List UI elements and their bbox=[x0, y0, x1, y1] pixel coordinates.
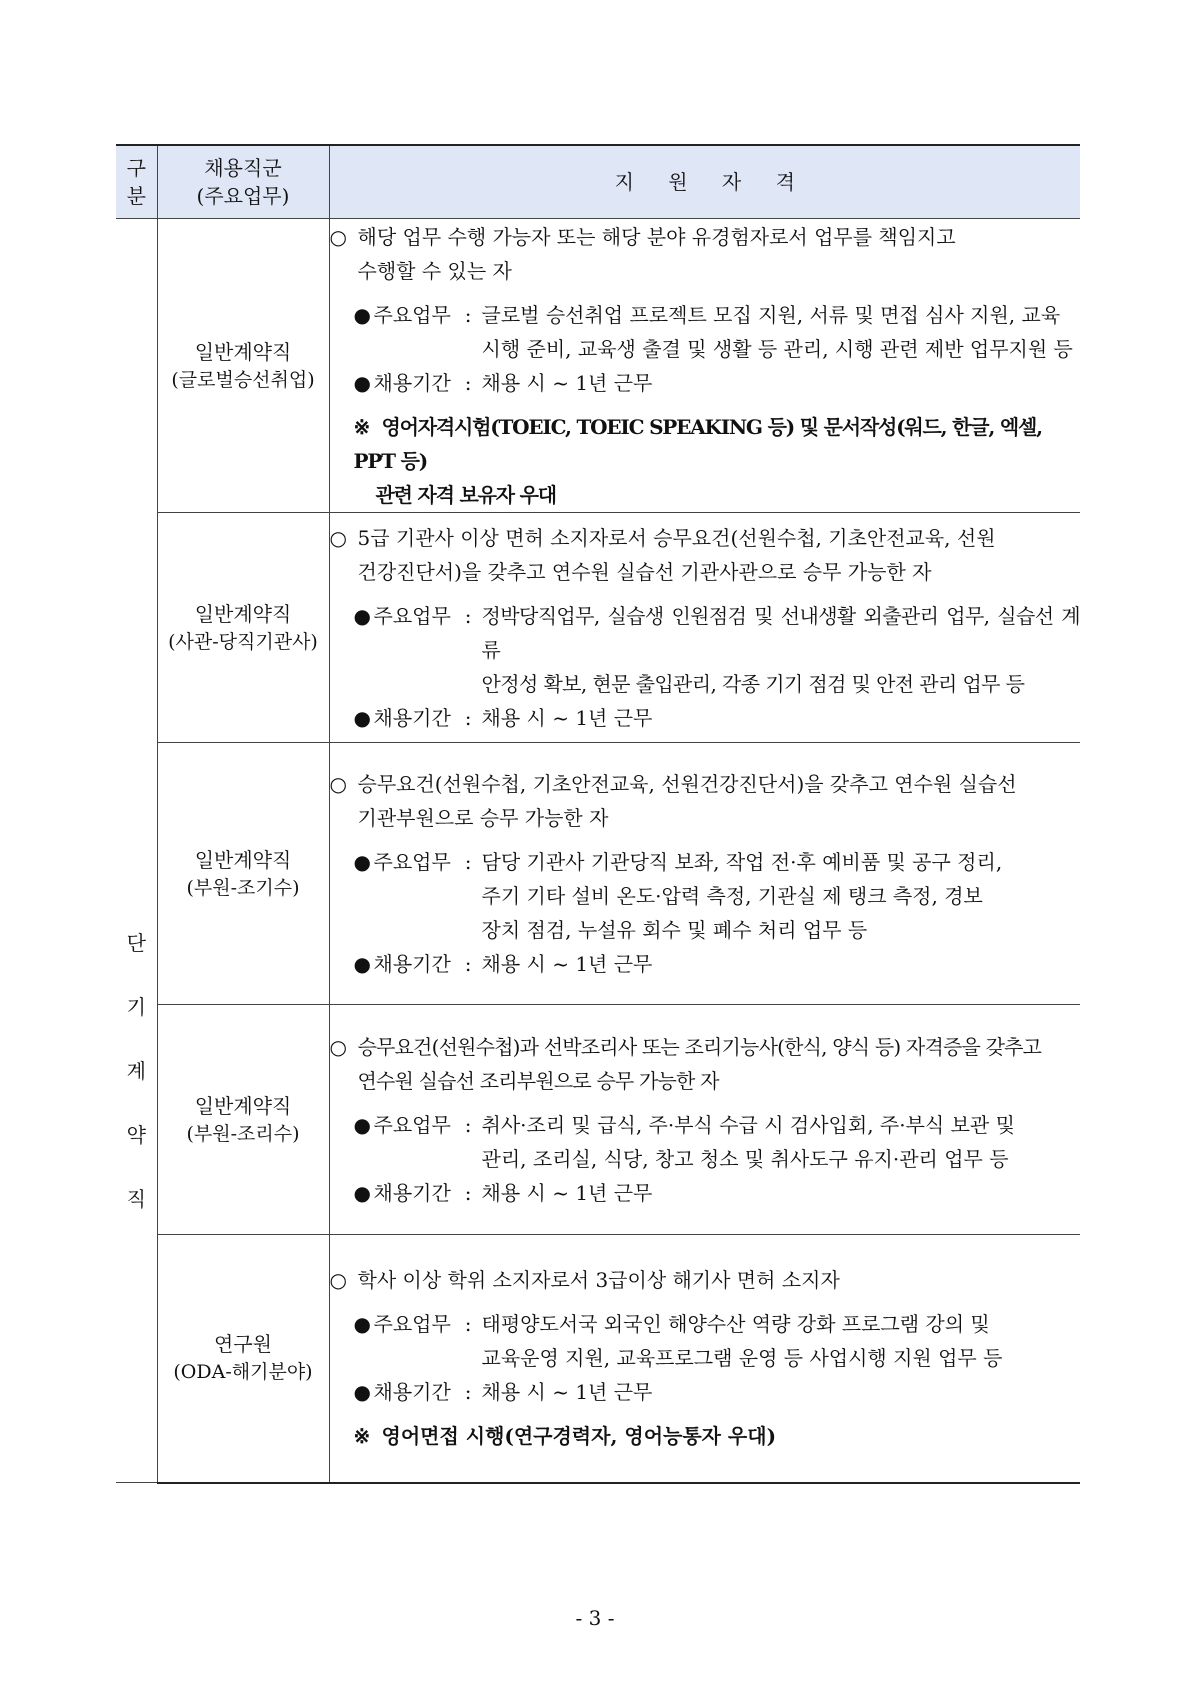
qualification-text: 건강진단서)을 갖추고 연수원 실습선 기관사관으로 승무 가능한 자 bbox=[357, 559, 932, 584]
qualification-text: 학사 이상 학위 소지자로서 3급이상 해기사 면허 소지자 bbox=[357, 1268, 840, 1293]
colon: : bbox=[464, 849, 472, 874]
period-label: 채용기간 bbox=[373, 951, 451, 976]
period-value: 채용 시 ~ 1년 근무 bbox=[481, 705, 653, 730]
duty-value bbox=[482, 1108, 1080, 1176]
period-item bbox=[330, 701, 1081, 735]
job-title: 일반계약직 bbox=[194, 601, 292, 626]
job-cell bbox=[157, 1005, 329, 1235]
qualification-text: 승무요건(선원수첩, 기초안전교육, 선원건강진단서)을 갖추고 연수원 실습선 bbox=[357, 771, 1017, 796]
duty-item bbox=[330, 1307, 1081, 1375]
qualification-main bbox=[330, 521, 1081, 589]
circle-icon: ○ bbox=[329, 525, 347, 550]
qualification-main bbox=[330, 767, 1081, 835]
table-row bbox=[116, 1235, 1080, 1483]
category-char: 기 bbox=[126, 994, 146, 1019]
period-label: 채용기간 bbox=[373, 1180, 451, 1205]
period-item bbox=[330, 366, 1081, 400]
note-text: 관련 자격 보유자 우대 bbox=[375, 482, 556, 507]
bullet-icon: ● bbox=[353, 302, 371, 327]
period-value: 채용 시 ~ 1년 근무 bbox=[481, 951, 653, 976]
colon: : bbox=[464, 1312, 472, 1337]
job-title: 일반계약직 bbox=[194, 847, 292, 872]
note-text: 영어면접 시행(연구경력자, 영어능통자 우대) bbox=[381, 1424, 777, 1449]
duty-line: 글로벌 승선취업 프로젝트 모집 지원, 서류 및 면접 심사 지원, 교육 bbox=[481, 302, 1061, 327]
qualification-text: 해당 업무 수행 가능자 또는 해당 분야 유경험자로서 업무를 책임지고 bbox=[357, 224, 956, 249]
bullet-icon: ● bbox=[353, 1312, 371, 1337]
job-cell bbox=[157, 1235, 329, 1483]
category-cell bbox=[116, 219, 157, 1483]
duty-line: 교육운영 지원, 교육프로그램 운영 등 사업시행 지원 업무 등 bbox=[481, 1346, 1003, 1371]
job-subtitle: (ODA-해기분야) bbox=[173, 1361, 313, 1384]
duty-line: 주기 기타 설비 온도·압력 측정, 기관실 제 탱크 측정, 경보 bbox=[481, 883, 983, 908]
circle-icon: ○ bbox=[329, 771, 347, 796]
duty-line: 장치 점검, 누설유 회수 및 폐수 처리 업무 등 bbox=[481, 917, 868, 942]
note-text: 영어자격시험(TOEIC, TOEIC SPEAKING 등) 및 문서작성(워드, 한글, 엑셀, PPT 등) bbox=[353, 414, 1042, 473]
duty-value bbox=[482, 599, 1080, 701]
qualification-text: 기관부원으로 승무 가능한 자 bbox=[357, 805, 609, 830]
reference-mark-icon: ※ bbox=[353, 414, 370, 439]
duty-label: 주요업무 bbox=[373, 1112, 451, 1137]
duty-label: 주요업무 bbox=[373, 849, 451, 874]
job-subtitle: (부원-조기수) bbox=[186, 876, 300, 899]
qualification-text: 수행할 수 있는 자 bbox=[357, 258, 512, 283]
table-row bbox=[116, 743, 1080, 1005]
colon: : bbox=[464, 1180, 472, 1205]
colon: : bbox=[464, 951, 472, 976]
duty-line: 취사·조리 및 급식, 주·부식 수급 시 검사입회, 주·부식 보관 및 bbox=[481, 1112, 1015, 1137]
bullet-icon: ● bbox=[353, 1112, 371, 1137]
duty-item bbox=[330, 298, 1081, 366]
note bbox=[330, 410, 1081, 512]
duty-line: 태평양도서국 외국인 해양수산 역량 강화 프로그램 강의 및 bbox=[481, 1312, 990, 1337]
bullet-icon: ● bbox=[353, 1180, 371, 1205]
duty-line: 시행 준비, 교육생 출결 및 생활 등 관리, 시행 관련 제반 업무지원 등 bbox=[481, 336, 1073, 361]
duty-line: 정박당직업무, 실습생 인원점검 및 선내생활 외출관리 업무, 실습선 계류 bbox=[481, 603, 1080, 662]
job-title: 일반계약직 bbox=[194, 1093, 292, 1118]
circle-icon: ○ bbox=[329, 1268, 347, 1293]
category-char: 계 bbox=[126, 1058, 146, 1083]
bullet-icon: ● bbox=[353, 370, 371, 395]
job-subtitle: (부원-조리수) bbox=[186, 1122, 300, 1145]
duty-line: 안정성 확보, 현문 출입관리, 각종 기기 점검 및 안전 관리 업무 등 bbox=[481, 671, 1025, 696]
job-title: 일반계약직 bbox=[194, 339, 292, 364]
qualification-main bbox=[330, 1263, 1081, 1297]
bullet-icon: ● bbox=[353, 705, 371, 730]
category-char: 단 bbox=[126, 930, 146, 955]
header-category-char: 분 bbox=[126, 184, 146, 208]
period-item bbox=[330, 1176, 1081, 1210]
job-title: 연구원 bbox=[214, 1332, 272, 1357]
qualification-cell bbox=[329, 1235, 1080, 1483]
recruitment-qualification-table bbox=[116, 144, 1080, 1484]
qualification-main bbox=[330, 220, 1081, 288]
header-job-group bbox=[157, 145, 329, 219]
duty-value bbox=[482, 845, 1080, 947]
qualification-text: 5급 기관사 이상 면허 소지자로서 승무요건(선원수첩, 기초안전교육, 선원 bbox=[357, 525, 996, 550]
job-cell bbox=[157, 513, 329, 743]
colon: : bbox=[464, 302, 472, 327]
qualification-text: 연수원 실습선 조리부원으로 승무 가능한 자 bbox=[357, 1068, 719, 1093]
circle-icon: ○ bbox=[329, 224, 347, 249]
page-number: - 3 - bbox=[575, 1606, 615, 1630]
duty-line: 관리, 조리실, 식당, 창고 청소 및 취사도구 유지·관리 업무 등 bbox=[481, 1146, 1009, 1171]
duty-value bbox=[482, 1307, 1080, 1375]
job-subtitle: (글로벌승선취업) bbox=[171, 368, 315, 391]
colon: : bbox=[464, 1112, 472, 1137]
table-row bbox=[116, 219, 1080, 513]
qualification-cell bbox=[329, 743, 1080, 1005]
table-row bbox=[116, 513, 1080, 743]
header-job-group-sub: (주요업무) bbox=[196, 184, 290, 208]
duty-label: 주요업무 bbox=[373, 302, 451, 327]
duty-item bbox=[330, 599, 1081, 701]
period-item bbox=[330, 1375, 1081, 1409]
qualification-cell bbox=[329, 219, 1080, 513]
qualification-cell bbox=[329, 1005, 1080, 1235]
job-subtitle: (사관-당직기관사) bbox=[168, 630, 318, 653]
period-value: 채용 시 ~ 1년 근무 bbox=[481, 1380, 653, 1405]
category-char: 직 bbox=[126, 1186, 146, 1211]
colon: : bbox=[464, 1380, 472, 1405]
duty-label: 주요업무 bbox=[373, 1312, 451, 1337]
duty-line: 담당 기관사 기관당직 보좌, 작업 전·후 예비품 및 공구 정리, bbox=[481, 849, 1003, 874]
reference-mark-icon: ※ bbox=[353, 1424, 371, 1449]
period-value: 채용 시 ~ 1년 근무 bbox=[481, 370, 653, 395]
header-job-group-title: 채용직군 bbox=[204, 156, 282, 180]
period-label: 채용기간 bbox=[373, 705, 451, 730]
header-qualification-label: 지 원 자 격 bbox=[614, 170, 809, 194]
duty-label: 주요업무 bbox=[373, 603, 451, 628]
qualification-cell bbox=[329, 513, 1080, 743]
bullet-icon: ● bbox=[353, 849, 371, 874]
duty-value bbox=[482, 298, 1080, 366]
colon: : bbox=[464, 603, 472, 628]
bullet-icon: ● bbox=[353, 951, 371, 976]
bullet-icon: ● bbox=[353, 603, 371, 628]
category-char: 약 bbox=[126, 1122, 146, 1147]
duty-item bbox=[330, 845, 1081, 947]
qualification-text: 승무요건(선원수첩)과 선박조리사 또는 조리기능사(한식, 양식 등) 자격증을 갖추고 bbox=[357, 1034, 1042, 1059]
period-item bbox=[330, 947, 1081, 981]
bullet-icon: ● bbox=[353, 1380, 371, 1405]
header-category bbox=[116, 145, 157, 219]
period-label: 채용기간 bbox=[373, 370, 451, 395]
table-header-row bbox=[116, 145, 1080, 219]
period-value: 채용 시 ~ 1년 근무 bbox=[481, 1180, 653, 1205]
colon: : bbox=[464, 705, 472, 730]
job-cell bbox=[157, 743, 329, 1005]
table-row bbox=[116, 1005, 1080, 1235]
job-cell bbox=[157, 219, 329, 513]
qualification-main bbox=[330, 1030, 1081, 1098]
header-category-char: 구 bbox=[126, 156, 146, 180]
period-label: 채용기간 bbox=[373, 1380, 451, 1405]
duty-item bbox=[330, 1108, 1081, 1176]
header-qualification bbox=[329, 145, 1080, 219]
colon: : bbox=[464, 370, 472, 395]
note bbox=[330, 1419, 1081, 1453]
circle-icon: ○ bbox=[329, 1034, 347, 1059]
